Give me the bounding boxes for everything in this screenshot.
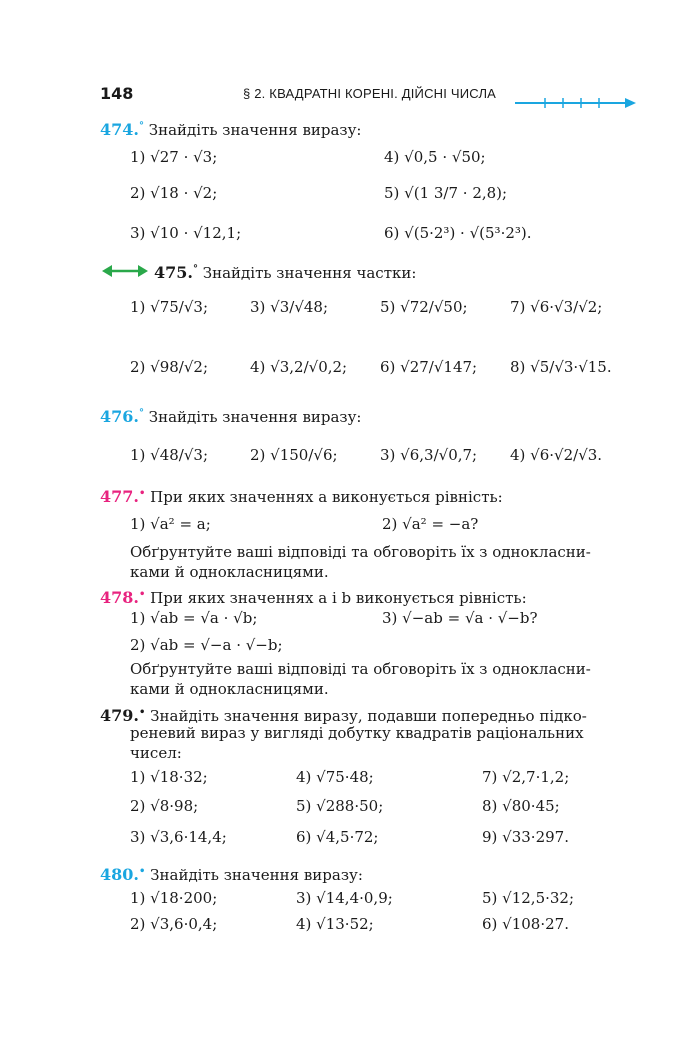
- expression: 7) √6·√3/√2;: [510, 298, 603, 316]
- expression: 2) √98/√2;: [130, 358, 209, 376]
- expression: 5) √288·50;: [296, 797, 384, 815]
- expression: 1) √27 · √3;: [130, 148, 218, 166]
- problem-number: 476.: [100, 407, 139, 426]
- expression: 1) √ab = √a · √b;: [130, 609, 258, 627]
- problem-number: 475.: [154, 263, 193, 282]
- section-title: § 2. КВАДРАТНІ КОРЕНІ. ДІЙСНІ ЧИСЛА: [243, 86, 497, 101]
- problem-475: 475.° Знайдіть значення частки:: [154, 263, 417, 282]
- problem-480: 480.• Знайдіть значення виразу:: [100, 865, 363, 884]
- expression: 3) √10 · √12,1;: [130, 224, 242, 242]
- problem-number: 480.: [100, 865, 139, 884]
- problem-text: При яких значеннях a і b виконується рівність:: [150, 589, 527, 607]
- problem-text: Знайдіть значення частки:: [202, 264, 417, 282]
- expression: 3) √14,4·0,9;: [296, 889, 393, 907]
- double-arrow-icon: [102, 264, 148, 278]
- note-line: Обґрунтуйте ваші відповіді та обговоріть їх з однокласни-: [130, 543, 591, 561]
- problem-477: 477.• При яких значеннях a виконується рівність:: [100, 487, 503, 506]
- problem-text: Знайдіть значення виразу:: [148, 408, 362, 426]
- problem-text: Знайдіть значення виразу, подавши попередньо підко-: [150, 707, 587, 725]
- problem-474: 474.° Знайдіть значення виразу:: [100, 120, 362, 139]
- expression: 1) √a² = a;: [130, 515, 211, 533]
- note-line: ками й однокласницями.: [130, 680, 329, 698]
- problem-number: 479.: [100, 706, 139, 725]
- problem-478: 478.• При яких значеннях a і b виконується рівність:: [100, 588, 527, 607]
- expression: 4) √13·52;: [296, 915, 374, 933]
- problem-text: Знайдіть значення виразу:: [150, 866, 363, 884]
- expression: 4) √6·√2/√3.: [510, 446, 603, 464]
- problem-479: 479.• Знайдіть значення виразу, подавши попередньо підко-: [100, 706, 587, 725]
- expression: 2) √150/√6;: [250, 446, 338, 464]
- problem-number: 478.: [100, 588, 139, 607]
- expression: 5) √72/√50;: [380, 298, 468, 316]
- expression: 1) √18·200;: [130, 889, 218, 907]
- problem-476: 476.° Знайдіть значення виразу:: [100, 407, 362, 426]
- expression: 2) √8·98;: [130, 797, 199, 815]
- note-line: ками й однокласницями.: [130, 563, 329, 581]
- expression: 2) √18 · √2;: [130, 184, 218, 202]
- expression: 3) √6,3/√0,7;: [380, 446, 478, 464]
- expression: 5) √(1 3/7 · 2,8);: [384, 184, 508, 202]
- problem-number: 474.: [100, 120, 139, 139]
- expression: 3) √3/√48;: [250, 298, 329, 316]
- expression: 4) √75·48;: [296, 768, 374, 786]
- expression: 3) √−ab = √a · √−b?: [382, 609, 538, 627]
- problem-text: При яких значеннях a виконується рівність:: [150, 488, 503, 506]
- expression: 6) √(5·2³) · √(5³·2³).: [384, 224, 532, 242]
- problem-text: Знайдіть значення виразу:: [148, 121, 362, 139]
- expression: 2) √a² = −a?: [382, 515, 479, 533]
- expression: 5) √12,5·32;: [482, 889, 575, 907]
- header-ruler-arrow-icon: [515, 96, 637, 110]
- expression: 3) √3,6·14,4;: [130, 828, 227, 846]
- problem-text-cont: чисел:: [130, 744, 182, 762]
- expression: 4) √0,5 · √50;: [384, 148, 486, 166]
- problem-text-cont: реневий вираз у вигляді добутку квадратів раціональних: [130, 724, 584, 742]
- expression: 6) √27/√147;: [380, 358, 478, 376]
- expression: 8) √80·45;: [482, 797, 560, 815]
- expression: 1) √18·32;: [130, 768, 208, 786]
- page-number: 148: [100, 84, 134, 103]
- expression: 8) √5/√3·√15.: [510, 358, 612, 376]
- expression: 9) √33·297.: [482, 828, 569, 846]
- expression: 1) √48/√3;: [130, 446, 209, 464]
- expression: 6) √4,5·72;: [296, 828, 379, 846]
- expression: 6) √108·27.: [482, 915, 569, 933]
- expression: 1) √75/√3;: [130, 298, 209, 316]
- expression: 2) √3,6·0,4;: [130, 915, 218, 933]
- note-line: Обґрунтуйте ваші відповіді та обговоріть їх з однокласни-: [130, 660, 591, 678]
- expression: 2) √ab = √−a · √−b;: [130, 636, 283, 654]
- problem-number: 477.: [100, 487, 139, 506]
- expression: 4) √3,2/√0,2;: [250, 358, 348, 376]
- expression: 7) √2,7·1,2;: [482, 768, 570, 786]
